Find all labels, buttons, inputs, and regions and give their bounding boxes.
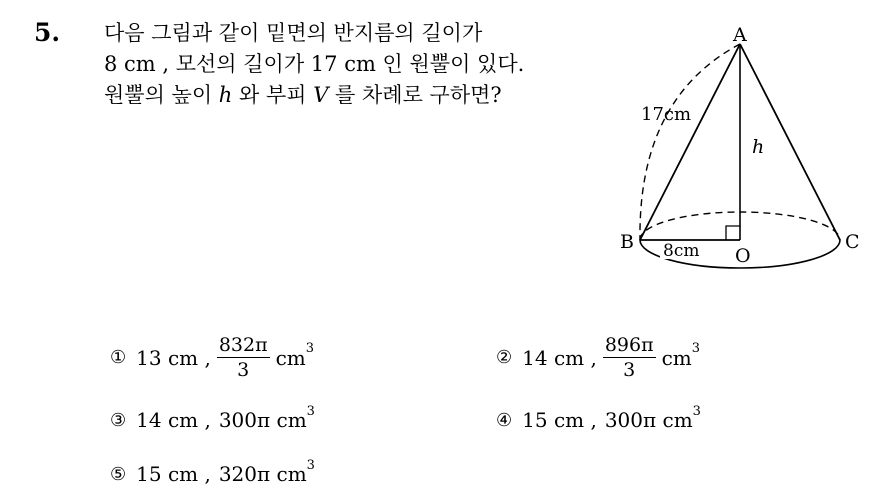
choice-2-unit: cm [661,345,692,370]
choice-1-height: 13 cm , [136,345,211,370]
question-line-2: 8 cm , 모선의 길이가 17 cm 인 원뿔이 있다. [104,52,525,76]
choice-5-volume: 320π cm [218,462,307,486]
label-radius: 8cm [663,241,700,261]
label-C: C [845,231,860,253]
choice-1-denominator: 3 [237,359,250,381]
choice-4-mark: ④ [496,409,513,431]
label-O: O [735,245,751,267]
choice-3-exponent: 3 [306,403,315,419]
choice-4-height: 15 cm , [522,408,597,432]
choice-4-volume: 300π cm [604,408,693,432]
choice-2-mark: ② [496,347,513,368]
choice-5-mark: ⑤ [110,463,127,485]
line3-part-a: 원뿔의 높이 [104,83,219,107]
choice-2-numerator: 896π [604,334,654,356]
line3-part-c: 를 차례로 구하면? [328,83,502,107]
height-symbol: h [218,83,233,107]
choice-4-exponent: 3 [692,403,701,419]
choice-5-height: 15 cm , [136,462,211,486]
right-angle-mark [726,226,740,240]
label-h: h [752,136,765,158]
question-text [104,18,604,111]
choice-3-mark: ③ [110,409,127,431]
choice-1[interactable] [110,333,314,382]
volume-symbol: V [313,83,329,107]
line3-part-b: 와 부피 [232,83,314,107]
choice-2-height: 14 cm , [522,345,597,370]
cone-figure [600,14,870,282]
question-line-1: 다음 그림과 같이 밑면의 반지름의 길이가 [104,21,483,45]
choice-5-exponent: 3 [306,457,315,473]
question-number: 5. [34,18,61,47]
choice-2[interactable] [496,333,700,382]
choice-1-numerator: 832π [218,334,268,356]
choice-3-volume: 300π cm [218,408,307,432]
choice-3[interactable] [110,403,315,432]
choice-1-unit: cm [275,345,306,370]
label-slant: 17cm [641,104,692,125]
choice-2-exponent: 3 [691,341,701,356]
choice-1-mark: ① [110,347,127,368]
choice-2-denominator: 3 [623,359,636,381]
choice-1-exponent: 3 [305,341,315,356]
label-B: B [620,231,634,253]
label-A: A [733,24,747,46]
choice-1-fraction [217,333,270,382]
choice-4[interactable] [496,403,701,432]
choice-5[interactable] [110,457,315,486]
choice-3-height: 14 cm , [136,408,211,432]
choice-2-fraction [603,333,656,382]
question-line-3 [104,80,604,111]
